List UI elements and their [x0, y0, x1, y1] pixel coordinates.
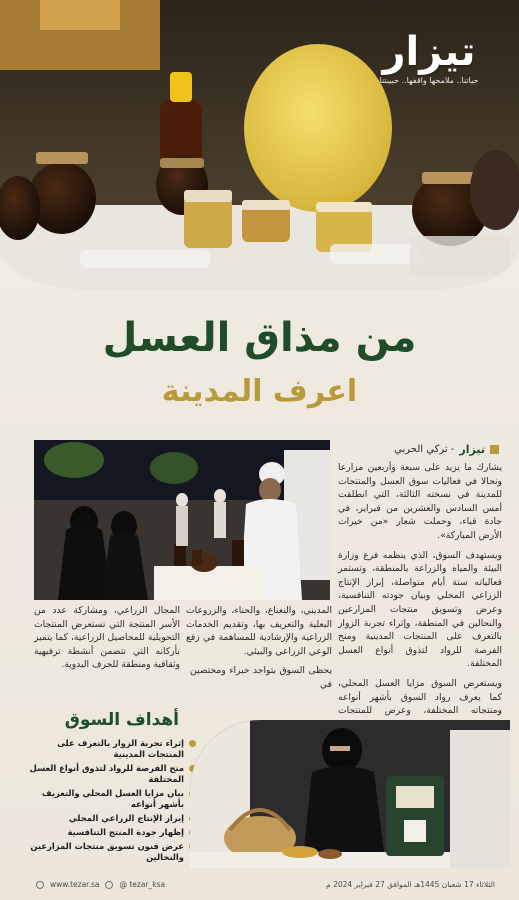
bullet-icon	[189, 740, 196, 747]
market-night-photo	[34, 440, 330, 600]
masthead-logo	[369, 30, 489, 85]
byline-author: - تركي الحربي	[394, 444, 455, 455]
footer-social-handle[interactable]: @ tezar_ksa	[119, 880, 166, 889]
footer-date: الثلاثاء 17 شعبان 1445هـ الموافق 27 فبراير 2024 م	[326, 880, 495, 889]
social-icon	[105, 881, 113, 889]
article-right-column	[338, 461, 502, 737]
paragraph: ويستعرض السوق مزايا العسل المحلي، كما يعرف رواد السوق بأشهر أنواعه ومنتجاته المختلفة، وعرض للمنتجات	[338, 677, 502, 717]
footer-website[interactable]: www.tezar.sa	[50, 880, 100, 889]
article-mid-column	[186, 604, 332, 664]
paragraph: يحظى السوق بتواجد خبراء ومختصين في	[190, 665, 332, 690]
page-footer	[0, 874, 519, 900]
goal-item	[26, 813, 196, 824]
headline-title: من مذاق العسل	[102, 315, 417, 361]
vendor-booth-illustration	[190, 720, 510, 868]
headline-subtitle: اعرف المدينة	[161, 374, 358, 409]
paragraph: ويستهدف السوق، الذي ينظمه فرع وزارة البيئة والمياه والزراعة بالمنطقة، وتستمر فعالياته ستة أيام متواصلة، إبراز الإنتاج الزراعي المحلي وبيان جودته التنافسية، وعرض وتسويق منتجات المزارعين والنحالين في المنطقة، وإثراء تجربة الزوار بالتعرف على المنتجات المدينية ومنح الفرصة للرواد لتذوق أنواع العسل المختلفة.	[338, 549, 502, 670]
byline	[394, 443, 499, 456]
globe-icon	[36, 881, 44, 889]
market-scene-illustration	[34, 440, 330, 600]
goal-text: منح الفرصة للرواد لتذوق أنواع العسل المختلفة	[29, 763, 184, 784]
goal-text: عرض فنون تسويق منتجات المزارعين والنحالين	[30, 841, 184, 862]
goals-list	[26, 738, 196, 866]
goal-item	[26, 788, 196, 810]
goal-text: إبراز الإنتاج الزراعي المحلي	[68, 813, 184, 823]
hero-photo	[0, 0, 519, 290]
goal-item	[26, 827, 196, 838]
goal-text: بيان مزايا العسل المحلي والتعريف بأشهر أنواعه	[41, 788, 184, 809]
article-left-column	[34, 604, 180, 678]
goal-text: إثراء تجربة الزوار بالتعرف على المنتجات المدينية	[57, 738, 184, 759]
article-mid-footnote	[190, 664, 332, 697]
outlet-mark-icon	[490, 445, 499, 454]
goal-text: إظهار جودة المنتج التنافسية	[67, 827, 184, 837]
byline-outlet: تيزار	[459, 443, 485, 456]
paragraph: يشارك ما يزيد على سبعة وأربعين مزارعا ونحالا في فعاليات سوق العسل والمنتجات للمدينة في نسخته الثالثة، التي انطلقت أمس السادس والعشرين من فبراير، في جادة قباء، وحملت شعار «من خيرات الأرض المباركة».	[338, 462, 502, 541]
paragraph: المجال الزراعي، ومشاركة عدد من الأسر المنتجة التي تستعرض المنتجات التحويلية للمحاصيل الزراعية، كما يتميز بأركانه التي تتضمن أنشطة ترفيهية وثقافية ومنطقة للحرف اليدوية.	[34, 605, 180, 671]
goal-item	[26, 841, 196, 863]
logo-wordmark: تيزار	[382, 29, 476, 75]
paragraph: المديني، والنعناع، والحناء، والزروعات البعلية والتعريف بها، وتقديم الخدمات الزراعية والإرشادية للمساهمة في رفع الوعي الزراعي والبيئي.	[186, 605, 332, 657]
goal-item	[26, 763, 196, 785]
footer-links	[36, 880, 165, 889]
goal-item	[26, 738, 196, 760]
goals-heading: أهداف السوق	[64, 710, 179, 730]
logo-tagline: حياتنا.. ملامحها واقفها.. حبيبتنا	[379, 76, 479, 85]
vendor-booth-photo	[190, 720, 510, 868]
